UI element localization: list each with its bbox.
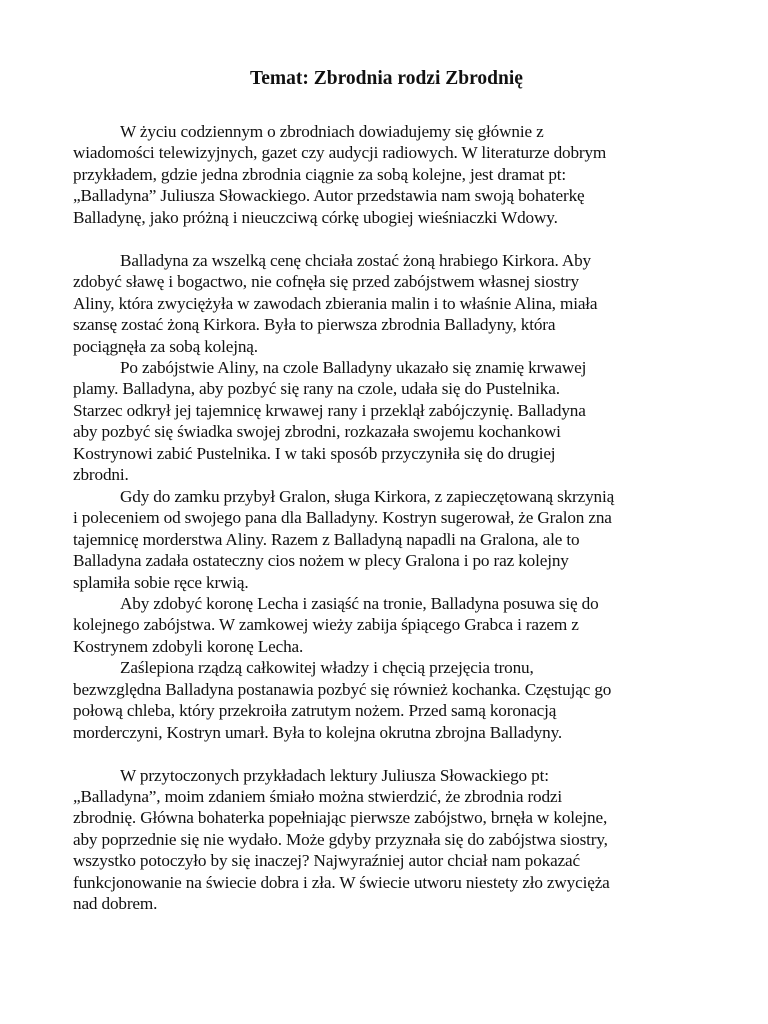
text-line: bezwzględna Balladyna postanawia pozbyć się również kochanka. Częstując go [73, 679, 612, 699]
text-line: aby pozbyć się świadka swojej zbrodni, rozkazała swojemu kochankowi [73, 422, 561, 442]
paragraph-spacer [73, 228, 723, 249]
text-line: „Balladyna” Juliusza Słowackiego. Autor przedstawia nam swoją bohaterkę [73, 186, 585, 206]
text-line: wiadomości telewizyjnych, gazet czy audycji radiowych. W literaturze dobrym [73, 143, 607, 163]
text-line: morderczyni, Kostryn umarł. Była to kolejna okrutna zbrojna Balladyny. [73, 722, 563, 742]
text-line: kolejnego zabójstwa. W zamkowej wieży zabija śpiącego Grabca i razem z [73, 615, 579, 635]
text-line: Balladyna za wszelką cenę chciała zostać żoną hrabiego Kirkora. Aby [120, 250, 591, 270]
text-line: tajemnicę morderstwa Aliny. Razem z Balladyną napadli na Gralona, ale to [73, 529, 580, 549]
text-line: Gdy do zamku przybył Gralon, sługa Kirkora, z zapieczętowaną skrzynią [120, 486, 615, 506]
paragraph-gralon [73, 486, 723, 593]
text-line: zbrodnię. Główna bohaterka popełniając pierwsze zabójstwo, brnęła w kolejne, [73, 808, 608, 828]
text-line: funkcjonowanie na świecie dobra i zła. W świecie utworu niestety zło zwycięża [73, 872, 610, 892]
text-line: Kostrynem zdobyli koronę Lecha. [73, 636, 304, 656]
text-line: Kostrynowi zabić Pustelnika. I w taki sposób przyczyniła się do drugiej [73, 443, 556, 463]
text-line: „Balladyna”, moim zdaniem śmiało można stwierdzić, że zbrodnia rodzi [73, 787, 563, 807]
text-line: i poleceniem od swojego pana dla Balladyny. Kostryn sugerował, że Gralon zna [73, 508, 612, 528]
paragraph-spacer [73, 743, 723, 764]
text-line: Aby zdobyć koronę Lecha i zasiąść na tronie, Balladyna posuwa się do [120, 593, 599, 613]
text-line: pociągnęła za sobą kolejną. [73, 336, 258, 356]
text-line: przykładem, gdzie jedna zbrodnia ciągnie za sobą kolejne, jest dramat pt: [73, 164, 567, 184]
text-line: Zaślepiona rządzą całkowitej władzy i chęcią przejęcia tronu, [120, 658, 534, 678]
text-line: zdobyć sławę i bogactwo, nie cofnęła się przed zabójstwem własnej siostry [73, 272, 579, 292]
text-line: W przytoczonych przykładach lektury Juliusza Słowackiego pt: [120, 765, 549, 785]
text-line: splamiła sobie ręce krwią. [73, 572, 249, 592]
text-line: Po zabójstwie Aliny, na czole Balladyny ukazało się znamię krwawej [120, 357, 587, 377]
document-title: Temat: Zbrodnia rodzi Zbrodnię [250, 68, 523, 89]
text-line: nad dobrem. [73, 894, 158, 914]
paragraph-intro [73, 121, 723, 228]
text-line: plamy. Balladyna, aby pozbyć się rany na czole, udała się do Pustelnika. [73, 379, 560, 399]
paragraph-kostryn [73, 657, 723, 743]
text-line: Balladynę, jako próżną i nieuczciwą córkę ubogiej wieśniaczki Wdowy. [73, 207, 558, 227]
text-line: W życiu codziennym o zbrodniach dowiadujemy się głównie z [120, 122, 544, 141]
text-line: szansę zostać żoną Kirkora. Była to pierwsza zbrodnia Balladyny, która [73, 315, 556, 335]
text-line: zbrodni. [73, 465, 129, 485]
text-line: wszystko potoczyło by się inaczej? Najwyraźniej autor chciał nam pokazać [73, 851, 580, 871]
text-line: Starzec odkrył jej tajemnicę krwawej rany i przeklął zabójczynię. Balladyna [73, 400, 586, 420]
document-body [73, 121, 723, 915]
paragraph-second-crime [73, 357, 723, 486]
paragraph-grabiec [73, 593, 723, 657]
text-line: Aliny, która zwyciężyła w zawodach zbierania malin i to właśnie Alina, miała [73, 293, 598, 313]
text-line: Balladyna zadała ostateczny cios nożem w plecy Gralona i po raz kolejny [73, 551, 569, 571]
paragraph-conclusion [73, 765, 723, 915]
text-line: połową chleba, który przekroiła zatrutym nożem. Przed samą koronacją [73, 701, 557, 721]
text-line: aby poprzednie się nie wydało. Może gdyby przyznała się do zabójstwa siostry, [73, 829, 608, 849]
paragraph-first-crime [73, 250, 723, 357]
